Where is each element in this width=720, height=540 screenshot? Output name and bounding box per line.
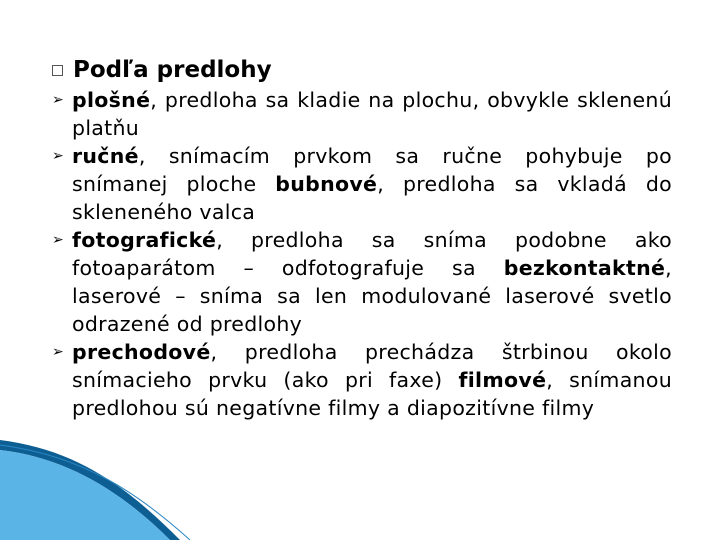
description-text: , predloha sa kladie na plochu, obvykle sklenenú platňu bbox=[72, 88, 672, 140]
list-item bbox=[52, 226, 672, 338]
term: fotografické bbox=[72, 228, 217, 252]
description-text: , predloha prechádza štrbinou okolo snímacieho prvku (ako pri faxe) bbox=[72, 340, 672, 392]
term: filmové bbox=[458, 368, 547, 392]
arrow-bullet-icon: ➢ bbox=[52, 344, 65, 360]
heading bbox=[52, 55, 272, 85]
arrow-bullet-icon: ➢ bbox=[52, 148, 65, 164]
description-text: , predloha sa sníma podobne ako fotoaparátom – odfotografuje sa bbox=[72, 228, 672, 280]
term: bezkontaktné bbox=[503, 256, 666, 280]
term: plošné bbox=[72, 88, 151, 112]
heading-text: Podľa predlohy bbox=[73, 57, 272, 83]
term: ručné bbox=[72, 144, 139, 168]
list-item bbox=[52, 338, 672, 422]
decorative-swoosh bbox=[0, 440, 720, 540]
swoosh-light bbox=[0, 450, 170, 540]
list-item bbox=[52, 142, 672, 226]
arrow-bullet-icon: ➢ bbox=[52, 92, 65, 108]
term: prechodové bbox=[72, 340, 211, 364]
bullet-list bbox=[52, 86, 672, 422]
description-text: , laserové – sníma sa len modulované laserové svetlo odrazené od predlohy bbox=[72, 256, 672, 336]
description-text: , snímanou predlohou sú negatívne filmy a diapozitívne filmy bbox=[72, 368, 672, 420]
description-text: , predloha sa vkladá do skleneného valca bbox=[72, 172, 672, 224]
list-item bbox=[52, 86, 672, 142]
arrow-bullet-icon: ➢ bbox=[52, 232, 65, 248]
description-text: , snímacím prvkom sa ručne pohybuje po snímanej ploche bbox=[72, 144, 672, 196]
term: bubnové bbox=[275, 172, 378, 196]
square-bullet-icon bbox=[52, 65, 63, 76]
